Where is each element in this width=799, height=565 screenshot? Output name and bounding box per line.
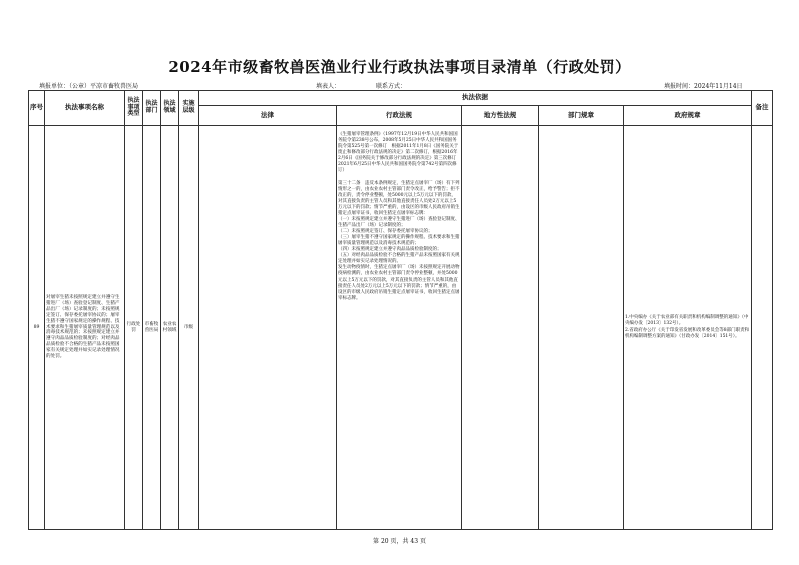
- row-gov-rule: 1.中央编办《关于农业部有关职责和机构编制调整的通知》（中央编办发〔2013〕132号）。 2.省政府办公厅《关于印发省发展和改革委员会等8部门职责和机构编制调整方案的通知》（甘政办发〔2014〕151号）。: [624, 126, 752, 530]
- header-basis: 执法依据: [199, 91, 752, 106]
- row-local: [462, 126, 539, 530]
- page-footer: 第 20 页，共 43 页: [373, 538, 426, 545]
- row-law: [199, 126, 337, 530]
- row-type: 行政处罚: [125, 126, 143, 530]
- page-title: 2024年市级畜牧兽医渔业行业行政执法事项目录清单（行政处罚）: [168, 58, 631, 76]
- filler: 填表人：: [316, 83, 341, 90]
- header-law: 法律: [199, 106, 337, 126]
- row-regulation: 《生猪屠宰管理条例》（1997年12月19日中华人民共和国国务院令第238号公布，2008年5月25日中华人民共和国国务院令第525号第一次修订 根据2011年1月8日《国务院关于废止和修改部分行政法规的决定》第二次修订，根据2016年2月6日《国务院关于修改部分行政法规的决定》第三次修订2021年6月25日中华人民共和国国务院令第742号第四次修订） 第三十二条 违反本条例规定，生猪定点屠宰厂（场）有下列情形之一的，由农业农村主管部门责令改正，给予警告；拒不改正的，责令停业整顿，处5000元以上5万元以下的罚款，对其直接负责的主管人员和其他直接责任人员处2万元以上5万元以下的罚款；情节严重的，由设区的市级人民政府吊销生猪定点屠宰证书，收回生猪定点屠宰标志牌： （一）未按照规定建立并遵守生猪进厂（场）查验登记制度、生猪产品出厂（场）记录制度的； （二）未按照规定签订、保存委托屠宰协议的； （三）屠宰生猪不遵守国家规定的操作规程、技术要求和生猪屠宰质量管理规范以及消毒技术规范的； （四）未按照规定建立并遵守肉品品质检验制度的； （五）对经肉品品质检验不合格的生猪产品未按照国家有关规定处理并如实记录处理情况的。 发生动物疫情时，生猪定点屠宰厂（场）未按照规定开展动物疫病检测的，由农业农村主管部门责令停业整顿，并处5000元以上5万元以下的罚款，对其直接负责的主管人员和其他直接责任人员处2万元以上5万元以下的罚款；情节严重的，由设区的市级人民政府吊销生猪定点屠宰证书，收回生猪定点屠宰标志牌。: [337, 126, 462, 530]
- row-name: 对屠宰生猪未按照规定建立并遵守生猪进厂（场）查验登记制度、生猪产品出厂（场）记录制度的；未按照规定签订、保存委托屠宰协议的；屠宰生猪不遵守国家规定的操作规程、技术要求和生猪屠宰质量管理规范以及消毒技术规范的；未按照规定建立并遵守肉品品质检验制度的；对经肉品品质检验不合格的生猪产品未按照国家有关规定处理并如实记录处理情况的处罚。: [45, 126, 125, 530]
- row-remark: [752, 126, 773, 530]
- header-gov-rule: 政府规章: [624, 106, 752, 126]
- header-level: 实施层级: [179, 91, 199, 126]
- header-domain: 执法领域: [161, 91, 179, 126]
- header-remark: 备注: [752, 91, 773, 126]
- row-domain: 农业农村领域: [161, 126, 179, 530]
- header-seq: 序号: [29, 91, 45, 126]
- row-seq: 89: [29, 126, 45, 530]
- contact-info: 联系方式：: [376, 83, 407, 90]
- header-dept-rule: 部门规章: [539, 106, 624, 126]
- filing-unit: 填报单位：（公章）平凉市畜牧兽医局: [39, 83, 139, 90]
- header-local: 地方性法规: [462, 106, 539, 126]
- header-type: 执法事项类型: [125, 91, 143, 126]
- row-dept-rule: [539, 126, 624, 530]
- enforcement-table: [28, 90, 773, 530]
- row-level: 市级: [179, 126, 199, 530]
- header-name: 执法事项名称: [45, 91, 125, 126]
- table-row: [29, 126, 773, 530]
- filing-date: 填报时间：2024年11月14日: [664, 83, 743, 90]
- header-regulation: 行政法规: [337, 106, 462, 126]
- row-dept: 市畜牧兽医局: [143, 126, 161, 530]
- header-dept: 执法部门: [143, 91, 161, 126]
